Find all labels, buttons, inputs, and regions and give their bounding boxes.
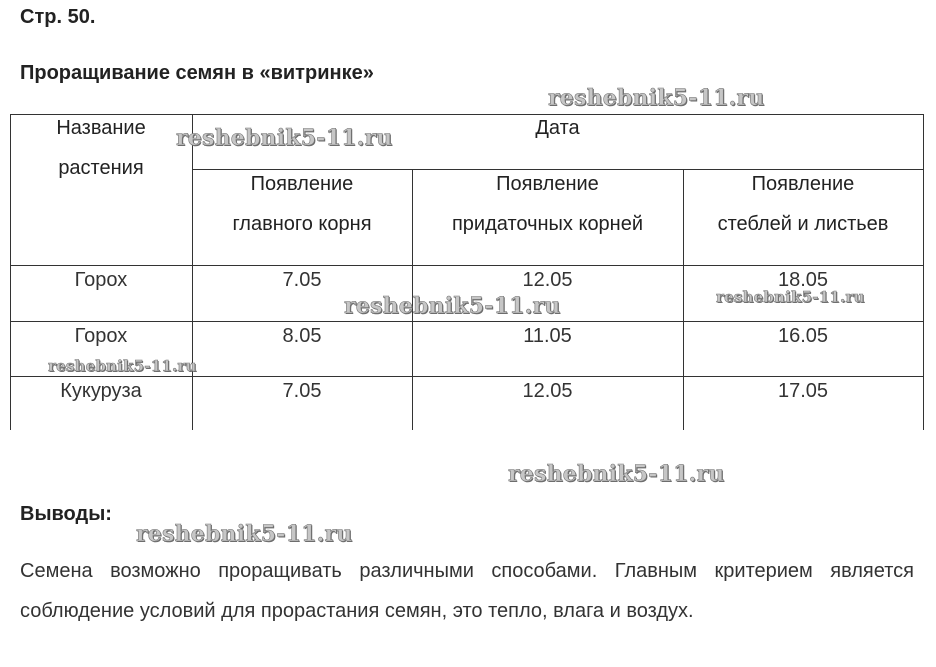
table-cell-adventitious: 11.05 xyxy=(523,325,572,347)
header-adventitious-1: Появление xyxy=(496,173,599,195)
table-cell-adventitious: 12.05 xyxy=(522,380,573,402)
watermark: reshebnik5-11.ru xyxy=(48,357,197,375)
table-cell-stems-leaves: 17.05 xyxy=(777,380,829,402)
conclusions-text: Семена возможно проращивать различными способами. Главным критерием является соблюдение условий для прорастания семян, это тепло, влага и воздух. xyxy=(20,560,914,622)
header-stems-leaves-1: Появление xyxy=(751,173,855,195)
header-stems-leaves-2: стеблей и листьев xyxy=(717,213,889,235)
table-cell-plant: Кукуруза xyxy=(60,380,142,402)
header-plant-name-2: растения xyxy=(58,157,144,179)
table-cell-main-root: 7.05 xyxy=(282,380,322,402)
table-cell-main-root: 8.05 xyxy=(282,325,322,347)
conclusions-heading: Выводы: xyxy=(20,503,112,525)
header-plant-name-1: Название xyxy=(56,117,146,139)
page-number: Стр. 50. xyxy=(20,6,96,28)
watermark: reshebnik5-11.ru xyxy=(344,293,561,319)
watermark: reshebnik5-11.ru xyxy=(136,521,353,547)
document-title: Проращивание семян в «витринке» xyxy=(20,62,374,84)
watermark: reshebnik5-11.ru xyxy=(548,85,765,111)
table-cell-plant: Горох xyxy=(74,325,128,347)
table-cell-adventitious: 12.05 xyxy=(522,269,573,291)
watermark: reshebnik5-11.ru xyxy=(716,288,865,306)
watermark: reshebnik5-11.ru xyxy=(508,461,725,487)
table-cell-main-root: 7.05 xyxy=(282,269,322,291)
header-main-root-2: главного корня xyxy=(232,213,372,235)
table-border-right xyxy=(923,114,924,430)
table-cell-stems-leaves: 18.05 xyxy=(777,269,829,291)
watermark: reshebnik5-11.ru xyxy=(176,125,393,151)
header-main-root-1: Появление xyxy=(250,173,354,195)
table-cell-stems-leaves: 16.05 xyxy=(777,325,829,347)
header-adventitious-2: придаточных корней xyxy=(451,213,644,235)
header-date: Дата xyxy=(535,117,580,139)
table-cell-plant: Горох xyxy=(74,269,128,291)
